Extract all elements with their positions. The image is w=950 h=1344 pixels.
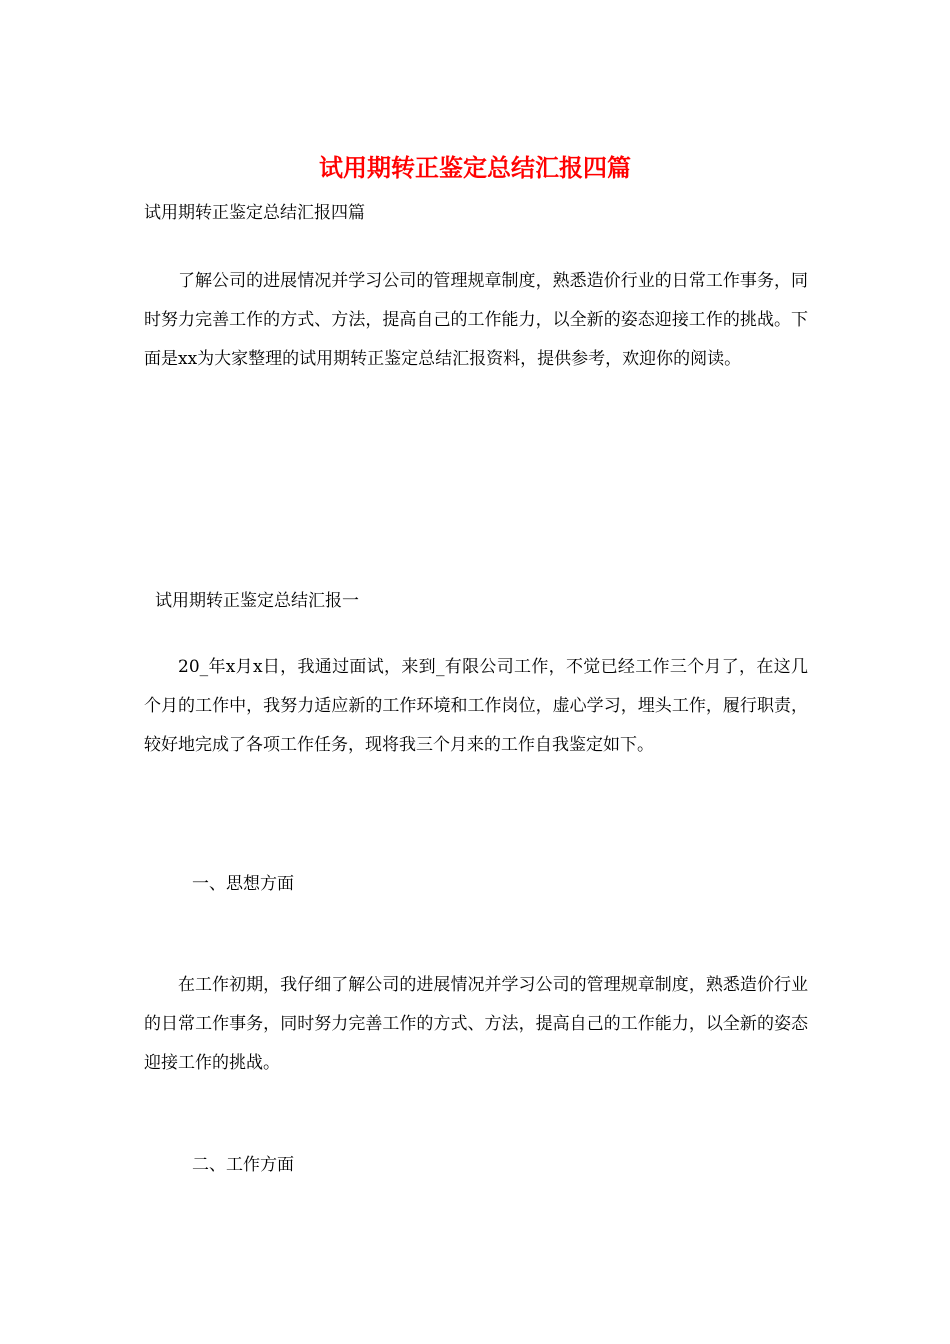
section-one-heading: 试用期转正鉴定总结汇报一 [155,591,359,611]
intro-paragraph: 了解公司的进展情况并学习公司的管理规章制度，熟悉造价行业的日常工作事务，同时努力完善工作的方式、方法，提高自己的工作能力，以全新的姿态迎接工作的挑战。下面是xx为大家整理的试用期转正鉴定总结汇报资料，提供参考，欢迎你的阅读。 [144,271,808,369]
item-two-heading: 二、工作方面 [192,1155,294,1175]
item-one-paragraph: 在工作初期，我仔细了解公司的进展情况并学习公司的管理规章制度，熟悉造价行业的日常工作事务，同时努力完善工作的方式、方法，提高自己的工作能力，以全新的姿态迎接工作的挑战。 [144,975,808,1073]
document-subtitle: 试用期转正鉴定总结汇报四篇 [144,203,365,223]
item-one-heading: 一、思想方面 [192,874,294,894]
document-title: 试用期转正鉴定总结汇报四篇 [319,153,631,182]
section-one-opening-paragraph: 20_年x月x日，我通过面试，来到_有限公司工作，不觉已经工作三个月了，在这几个月的工作中，我努力适应新的工作环境和工作岗位，虚心学习，埋头工作，履行职责，较好地完成了各项工作任务，现将我三个月来的工作自我鉴定如下。 [144,657,808,755]
